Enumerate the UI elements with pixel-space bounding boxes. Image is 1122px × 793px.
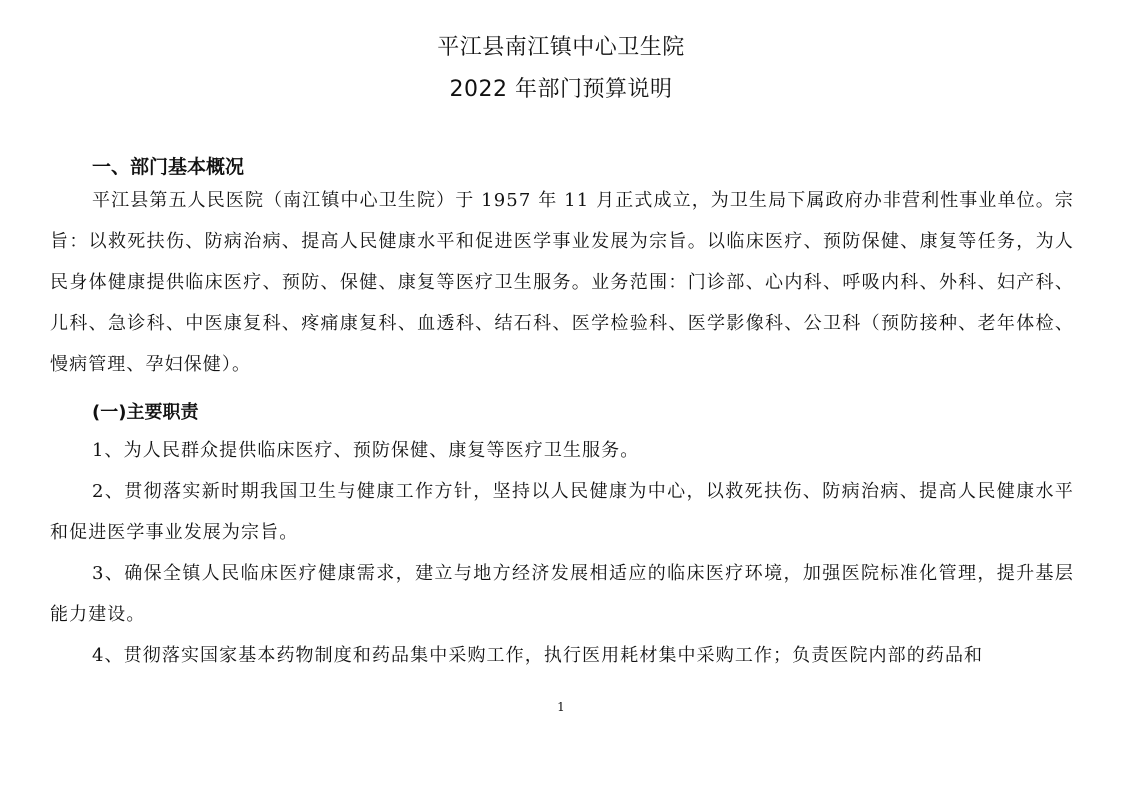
subsection-heading: (一)主要职责 bbox=[92, 402, 199, 423]
overview-text: 平江县第五人民医院（南江镇中心卫生院）于 1957 年 11 月正式成立，为卫生局下属政府办非营利性事业单位。宗旨：以救死扶伤、防病治病、提高人民健康水平和促进医学事业发展为宗旨。以临床医疗、预防保健、康复等任务，为人民身体健康提供临床医疗、预防、保健、康复等医疗卫生服务。业务范围：门诊部、心内科、呼吸内科、外科、妇产科、儿科、急诊科、中医康复科、疼痛康复科、血透科、结石科、医学检验科、医学影像科、公卫科（预防接种、老年体检、慢病管理、孕妇保健）。 bbox=[50, 190, 1074, 375]
section-heading: 一、部门基本概况 bbox=[92, 156, 245, 178]
duty-item bbox=[50, 471, 1074, 553]
duty-item-text: 3、确保全镇人民临床医疗健康需求，建立与地方经济发展相适应的临床医疗环境，加强医院标准化管理，提升基层能力建设。 bbox=[50, 563, 1074, 625]
duty-item-text: 2、贯彻落实新时期我国卫生与健康工作方针，坚持以人民健康为中心，以救死扶伤、防病治病、提高人民健康水平和促进医学事业发展为宗旨。 bbox=[50, 481, 1074, 543]
duty-item-text: 1、为人民群众提供临床医疗、预防保健、康复等医疗卫生服务。 bbox=[92, 440, 640, 461]
overview-paragraph bbox=[50, 180, 1074, 385]
document-title: 平江县南江镇中心卫生院 bbox=[437, 35, 685, 60]
duty-item bbox=[50, 635, 1074, 676]
document-subtitle: 2022 年部门预算说明 bbox=[449, 77, 673, 102]
page-number: 1 bbox=[557, 700, 565, 714]
duty-item bbox=[50, 430, 1074, 471]
duty-item-text: 4、贯彻落实国家基本药物制度和药品集中采购工作，执行医用耗材集中采购工作；负责医院内部的药品和 bbox=[92, 645, 984, 666]
duty-item bbox=[50, 553, 1074, 635]
